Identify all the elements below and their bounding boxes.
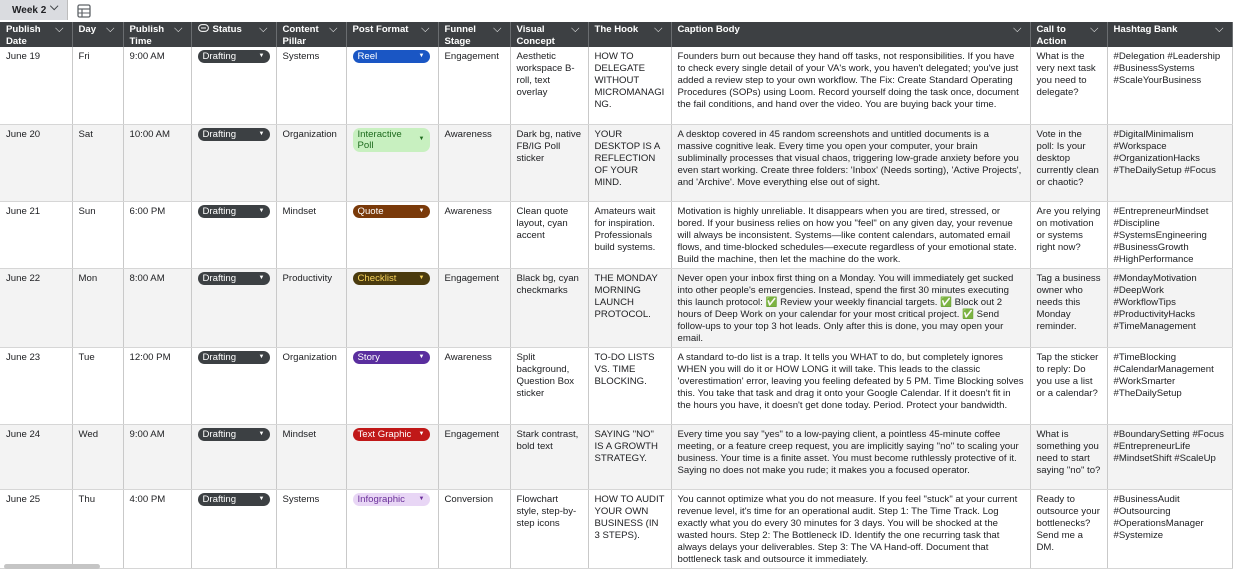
cell-date[interactable] [0,489,72,568]
cell-visual[interactable] [510,124,588,201]
filter-chevron-icon[interactable]: ⌵ [493,23,502,35]
cell-pillar[interactable] [276,201,346,268]
table-row [0,424,1232,489]
content-calendar-table [0,22,1233,569]
cell-time[interactable] [123,347,191,424]
cell-text: Awareness [444,351,492,363]
cell-visual[interactable] [510,424,588,489]
cell-text: Mindset [282,205,317,217]
cell-caption[interactable] [671,347,1030,424]
post-format-dropdown[interactable] [353,205,430,218]
filter-chevron-icon[interactable]: ⌵ [55,23,64,35]
cell-pillar[interactable] [276,124,346,201]
cell-stage[interactable] [438,347,510,424]
cell-format[interactable] [346,347,438,424]
column-header-publish-date[interactable] [0,22,72,47]
cell-text: Never open your inbox first thing on a Monday. You will immediately get sucked into other people's emergencies. Instead, spend the first 30 minutes executing this launch protocol: ✅ Review your weekly financial targets. ✅ Block out 2 hours of Deep Work on your calendar for your most critical project. ✅ Send follow-ups to your top 3 hot leads. Only after this is done, you may open your email. [677,272,1014,344]
cell-text: Organization [282,128,337,140]
cell-text: Systems [282,51,320,62]
cell-text: June 20 [6,128,41,140]
column-header-label: Call to Action [1036,24,1067,47]
cell-pillar[interactable] [276,47,346,124]
cell-visual[interactable] [510,489,588,568]
cell-text: Founders burn out because they hand off tasks, not responsibilities. If you have to check every single detail of your VA's work, you haven't delegated; you've just added a review step to your own workflow. The Fix: Create Standard Operating Procedures (SOPs) using Loom. Record yourself doing the task once, document the fail conditions, and hand over the video. You are buying back your time. [677,51,1019,110]
column-header-hashtag-bank[interactable] [1107,22,1232,47]
filter-chevron-icon[interactable]: ⌵ [174,23,183,35]
dropdown-arrow-icon: ▼ [258,130,265,137]
post-format-dropdown[interactable] [353,128,430,152]
cell-pillar[interactable] [276,268,346,347]
cell-format[interactable] [346,124,438,201]
cell-text: 6:00 PM [129,205,166,217]
dropdown-arrow-icon: ▼ [258,274,265,281]
cell-text: June 22 [6,272,41,284]
cell-stage[interactable] [438,124,510,201]
cell-visual[interactable] [510,347,588,424]
cell-time[interactable] [123,268,191,347]
cell-status[interactable] [191,489,276,568]
dropdown-arrow-icon: ▼ [258,495,265,502]
cell-hashtags[interactable] [1107,268,1232,347]
cell-time[interactable] [123,47,191,124]
filter-chevron-icon[interactable]: ⌵ [654,23,663,35]
cell-text: Wed [78,428,99,440]
cell-text: 9:00 AM [129,51,165,62]
cell-text: 10:00 AM [129,128,171,140]
column-header-label: Day [78,24,97,35]
cell-text: Black bg, cyan checkmarks [516,272,579,296]
cell-text: What is the very next task you need to delegate? [1036,51,1096,98]
filter-chevron-icon[interactable]: ⌵ [329,23,338,35]
cell-text: Split background, Question Box sticker [516,351,575,399]
column-header-call-to-action[interactable] [1030,22,1107,47]
filter-chevron-icon[interactable]: ⌵ [259,23,268,35]
cell-text: 8:00 AM [129,272,165,284]
cell-caption[interactable] [671,424,1030,489]
cell-date[interactable] [0,347,72,424]
cell-text: 9:00 AM [129,428,165,440]
dropdown-arrow-icon: ▼ [418,495,425,502]
cell-date[interactable] [0,268,72,347]
cell-text: 4:00 PM [129,493,166,505]
cell-text: Tue [78,351,95,363]
table-row [0,201,1232,268]
status-dropdown[interactable] [198,50,270,63]
cell-time[interactable] [123,424,191,489]
cell-text: Tag a business owner who needs this Monday reminder. [1036,272,1101,332]
week-tab-label: Week 2 [12,4,47,16]
dropdown-arrow-icon: ▼ [418,274,425,281]
cell-text: #Delegation #Leadership #BusinessSystems #ScaleYourBusiness [1113,51,1221,86]
week-tab[interactable] [0,0,68,20]
cell-text: Awareness [444,128,492,140]
column-header-label: Hashtag Bank [1113,24,1178,35]
table-row [0,347,1232,424]
column-header-label: Post Format [352,24,409,35]
cell-text: Aesthetic workspace B-roll, text overlay [516,51,575,98]
filter-chevron-icon[interactable]: ⌵ [1215,23,1224,35]
cell-text: Vote in the poll: Is your desktop currently clean or chaotic? [1036,128,1099,188]
status-label: Drafting [202,128,237,140]
cell-cta[interactable] [1030,47,1107,124]
cell-status[interactable] [191,268,276,347]
column-header-publish-time[interactable] [123,22,191,47]
cell-text: #BusinessAudit #Outsourcing #OperationsManager #Systemize [1113,493,1204,541]
cell-status[interactable] [191,424,276,489]
column-header-day[interactable] [72,22,123,47]
cell-text: Amateurs wait for inspiration. Professionals build systems. [594,205,656,253]
cell-cta[interactable] [1030,201,1107,268]
cell-format[interactable] [346,47,438,124]
cell-stage[interactable] [438,201,510,268]
cell-text: #DigitalMinimalism #Workspace #OrganizationHacks #TheDailySetup #Focus [1113,128,1216,176]
status-dropdown[interactable] [198,428,270,441]
cell-text: June 24 [6,428,41,440]
status-dropdown[interactable] [198,351,270,364]
cell-text: Are you relying on motivation or systems right now? [1036,205,1101,253]
cell-text: Systems [282,493,320,505]
filter-chevron-icon[interactable]: ⌵ [571,23,580,35]
filter-chevron-icon[interactable]: ⌵ [1090,23,1099,35]
post-format-dropdown[interactable] [353,50,430,63]
cell-caption[interactable] [671,201,1030,268]
cell-visual[interactable] [510,201,588,268]
cell-date[interactable] [0,124,72,201]
cell-status[interactable] [191,347,276,424]
cell-text: THE MONDAY MORNING LAUNCH PROTOCOL. [594,272,658,320]
dropdown-arrow-icon: ▼ [418,353,425,360]
column-header-label: Status [212,24,242,35]
column-header-content-pillar[interactable] [276,22,346,47]
column-header-label: The Hook [594,24,639,35]
cell-status[interactable] [191,201,276,268]
cell-hook[interactable] [588,124,671,201]
status-label: Drafting [202,493,237,505]
cell-hook[interactable] [588,424,671,489]
table-row [0,47,1232,124]
column-header-label: Content Pillar [282,24,319,47]
cell-text: Productivity [282,272,333,284]
cell-day[interactable] [72,424,123,489]
cell-text: Engagement [444,51,499,62]
cell-text: Motivation is highly unreliable. It disappears when you are tired, stressed, or bored. If your business relies on how you "feel" on any given day, your revenue will always be inconsistent. Systems—like content calendars, automated email flows, and time-blocked schedules—execute regardless of your emotional state. Build the machine, then let the machine do the work. [677,205,1017,265]
cell-hook[interactable] [588,268,671,347]
column-header-label: Caption Body [677,24,740,35]
cell-hook[interactable] [588,201,671,268]
post-format-dropdown[interactable] [353,428,430,441]
cell-text: #TimeBlocking #CalendarManagement #WorkSmarter #TheDailySetup [1113,351,1214,399]
post-format-label: Checklist [357,272,397,284]
cell-visual[interactable] [510,47,588,124]
cell-text: Mindset [282,428,317,440]
horizontal-scrollbar[interactable] [4,564,100,569]
dropdown-arrow-icon: ▼ [258,430,265,437]
cell-text: Fri [78,51,90,62]
cell-status[interactable] [191,124,276,201]
cell-hashtags[interactable] [1107,424,1232,489]
cell-text: Flowchart style, step-by-step icons [516,493,577,529]
cell-text: Conversion [444,493,494,505]
cell-text: Mon [78,272,98,284]
cell-text: HOW TO AUDIT YOUR OWN BUSINESS (IN 3 STEPS). [594,493,665,541]
cell-text: #EntrepreneurMindset #Discipline #SystemsEngineering #BusinessGrowth #HighPerformance [1113,205,1209,265]
cell-format[interactable] [346,268,438,347]
cell-text: Tap the sticker to reply: Do you use a list or a calendar? [1036,351,1099,399]
status-dropdown[interactable] [198,205,270,218]
cell-text: Stark contrast, bold text [516,428,579,452]
post-format-label: Interactive Poll [357,128,402,151]
cell-caption[interactable] [671,47,1030,124]
column-header-caption-body[interactable] [671,22,1030,47]
cell-text: A desktop covered in 45 random screenshots and untitled documents is a massive cognitive leak. Every time you open your computer, your brain subliminally processes that visual chaos, triggering low-grade anxiety before you even start working. Create three folders: 'Inbox' (Needs sorting), 'Active Projects', and 'Archive'. Move everything else out of sight. [677,128,1022,188]
cell-date[interactable] [0,201,72,268]
filter-chevron-icon[interactable]: ⌵ [421,23,430,35]
cell-hashtags[interactable] [1107,47,1232,124]
cell-text: Sat [78,128,93,140]
status-dropdown[interactable] [198,272,270,285]
status-label: Drafting [202,205,237,217]
sheet-top-bar [0,0,1242,22]
cell-hashtags[interactable] [1107,489,1232,568]
cell-day[interactable] [72,347,123,424]
column-header-the-hook[interactable] [588,22,671,47]
table-row [0,489,1232,568]
column-header-visual-concept[interactable] [510,22,588,47]
cell-text: Ready to outsource your bottlenecks? Send me a DM. [1036,493,1100,553]
status-label: Drafting [202,351,237,363]
cell-format[interactable] [346,424,438,489]
post-format-label: Reel [357,51,378,62]
cell-hashtags[interactable] [1107,201,1232,268]
dropdown-arrow-icon: ▼ [418,207,425,214]
cell-text: Thu [78,493,96,505]
status-label: Drafting [202,51,237,62]
cell-format[interactable] [346,489,438,568]
cell-day[interactable] [72,268,123,347]
cell-day[interactable] [72,489,123,568]
cell-text: Awareness [444,205,492,217]
post-format-label: Infographic [357,493,405,505]
dropdown-arrow-icon: ▼ [418,136,425,142]
chevron-down-icon[interactable]: ⌵ [50,1,59,13]
cell-text: You cannot optimize what you do not measure. If you feel "stuck" at your current revenue level, it's time for an operational audit. Step 1: The Time Track. Log exactly what you do every 30 minutes for 3 days. You will be shocked at the wasted hours. Step 2: The Bottleneck ID. Identify the one recurring task that always delays your deliverables. Step 3: The VA Hand-off. Document that bottleneck task and outsource it immediately. [677,493,1018,565]
filter-chevron-icon[interactable]: ⌵ [106,23,115,35]
cell-caption[interactable] [671,124,1030,201]
post-format-label: Story [357,351,380,363]
cell-text: #BoundarySetting #Focus #EntrepreneurLife #MindsetShift #ScaleUp [1113,428,1224,464]
cell-text: Engagement [444,428,499,440]
cell-text: What is something you need to start saying "no" to? [1036,428,1101,476]
column-header-funnel-stage[interactable] [438,22,510,47]
cell-stage[interactable] [438,489,510,568]
cell-text: TO-DO LISTS VS. TIME BLOCKING. [594,351,655,387]
column-header-label: Visual Concept [516,24,555,47]
cell-pillar[interactable] [276,489,346,568]
column-header-label: Publish Time [129,24,165,47]
cell-cta[interactable] [1030,424,1107,489]
cell-text: Organization [282,351,337,363]
cell-text: 12:00 PM [129,351,171,363]
cell-day[interactable] [72,124,123,201]
header-row [0,22,1232,47]
cell-time[interactable] [123,201,191,268]
table-row [0,268,1232,347]
cell-text: Every time you say "yes" to a low-paying client, a pointless 45-minute coffee meeting, or a feature creep request, you are implicitly saying "no" to scaling your business. Your time is a finite asset. You must become ruthlessly protective of it. Saying no does not make you rude; it makes you a focused operator. [677,428,1019,476]
post-format-label: Quote [357,205,384,217]
cell-stage[interactable] [438,268,510,347]
status-label: Drafting [202,272,237,284]
table-view-icon[interactable] [72,2,96,20]
cell-text: A standard to-do list is a trap. It tells you WHAT to do, but completely ignores WHEN you will do it or HOW LONG it will take. This leads to the classic 'overestimation' error, leaving you feeling defeated by 5 PM. Time Blocking solves this. You take that task and drag it onto your Google Calendar. If it doesn't fit in the hours you have, it doesn't get done today. Period. Protect your bandwidth. [677,351,1024,411]
cell-text: #MondayMotivation #DeepWork #WorkflowTips #ProductivityHacks #TimeManagement [1113,272,1197,332]
cell-text: June 19 [6,51,41,62]
column-header-label: Publish Date [6,24,41,47]
post-format-dropdown[interactable] [353,272,430,285]
dropdown-arrow-icon: ▼ [258,207,265,214]
cell-text: HOW TO DELEGATE WITHOUT MICROMANAGI NG. [594,51,665,110]
dropdown-arrow-icon: ▼ [418,53,425,59]
cell-format[interactable] [346,201,438,268]
cell-pillar[interactable] [276,424,346,489]
cell-hook[interactable] [588,47,671,124]
cell-cta[interactable] [1030,268,1107,347]
cell-visual[interactable] [510,268,588,347]
post-format-dropdown[interactable] [353,351,430,364]
cell-hashtags[interactable] [1107,347,1232,424]
status-label: Drafting [202,428,237,440]
column-header-label: Funnel Stage [444,24,476,47]
dropdown-arrow-icon: ▼ [258,53,265,59]
filter-chevron-icon[interactable]: ⌵ [1013,23,1022,35]
cell-caption[interactable] [671,489,1030,568]
dropdown-arrow-icon: ▼ [258,353,265,360]
column-header-status[interactable] [191,22,276,47]
cell-text: Dark bg, native FB/IG Poll sticker [516,128,582,164]
smart-chip-icon [198,24,213,35]
cell-date[interactable] [0,47,72,124]
cell-text: June 21 [6,205,41,217]
cell-caption[interactable] [671,268,1030,347]
cell-pillar[interactable] [276,347,346,424]
cell-stage[interactable] [438,424,510,489]
post-format-label: Text Graphic [357,428,412,440]
cell-cta[interactable] [1030,124,1107,201]
cell-text: June 23 [6,351,41,363]
cell-cta[interactable] [1030,489,1107,568]
cell-hook[interactable] [588,489,671,568]
cell-cta[interactable] [1030,347,1107,424]
cell-day[interactable] [72,47,123,124]
column-header-post-format[interactable] [346,22,438,47]
cell-text: Clean quote layout, cyan accent [516,205,569,241]
cell-status[interactable] [191,47,276,124]
cell-text: Engagement [444,272,499,284]
cell-day[interactable] [72,201,123,268]
cell-time[interactable] [123,124,191,201]
cell-hook[interactable] [588,347,671,424]
cell-hashtags[interactable] [1107,124,1232,201]
cell-text: Sun [78,205,96,217]
cell-stage[interactable] [438,47,510,124]
post-format-dropdown[interactable] [353,493,430,506]
cell-text: YOUR DESKTOP IS A REFLECTION OF YOUR MIND. [594,128,660,188]
status-dropdown[interactable] [198,493,270,506]
table-row [0,124,1232,201]
cell-time[interactable] [123,489,191,568]
dropdown-arrow-icon: ▼ [418,430,425,437]
status-dropdown[interactable] [198,128,270,141]
cell-date[interactable] [0,424,72,489]
cell-text: SAYING "NO" IS A GROWTH STRATEGY. [594,428,658,464]
cell-text: June 25 [6,493,41,505]
